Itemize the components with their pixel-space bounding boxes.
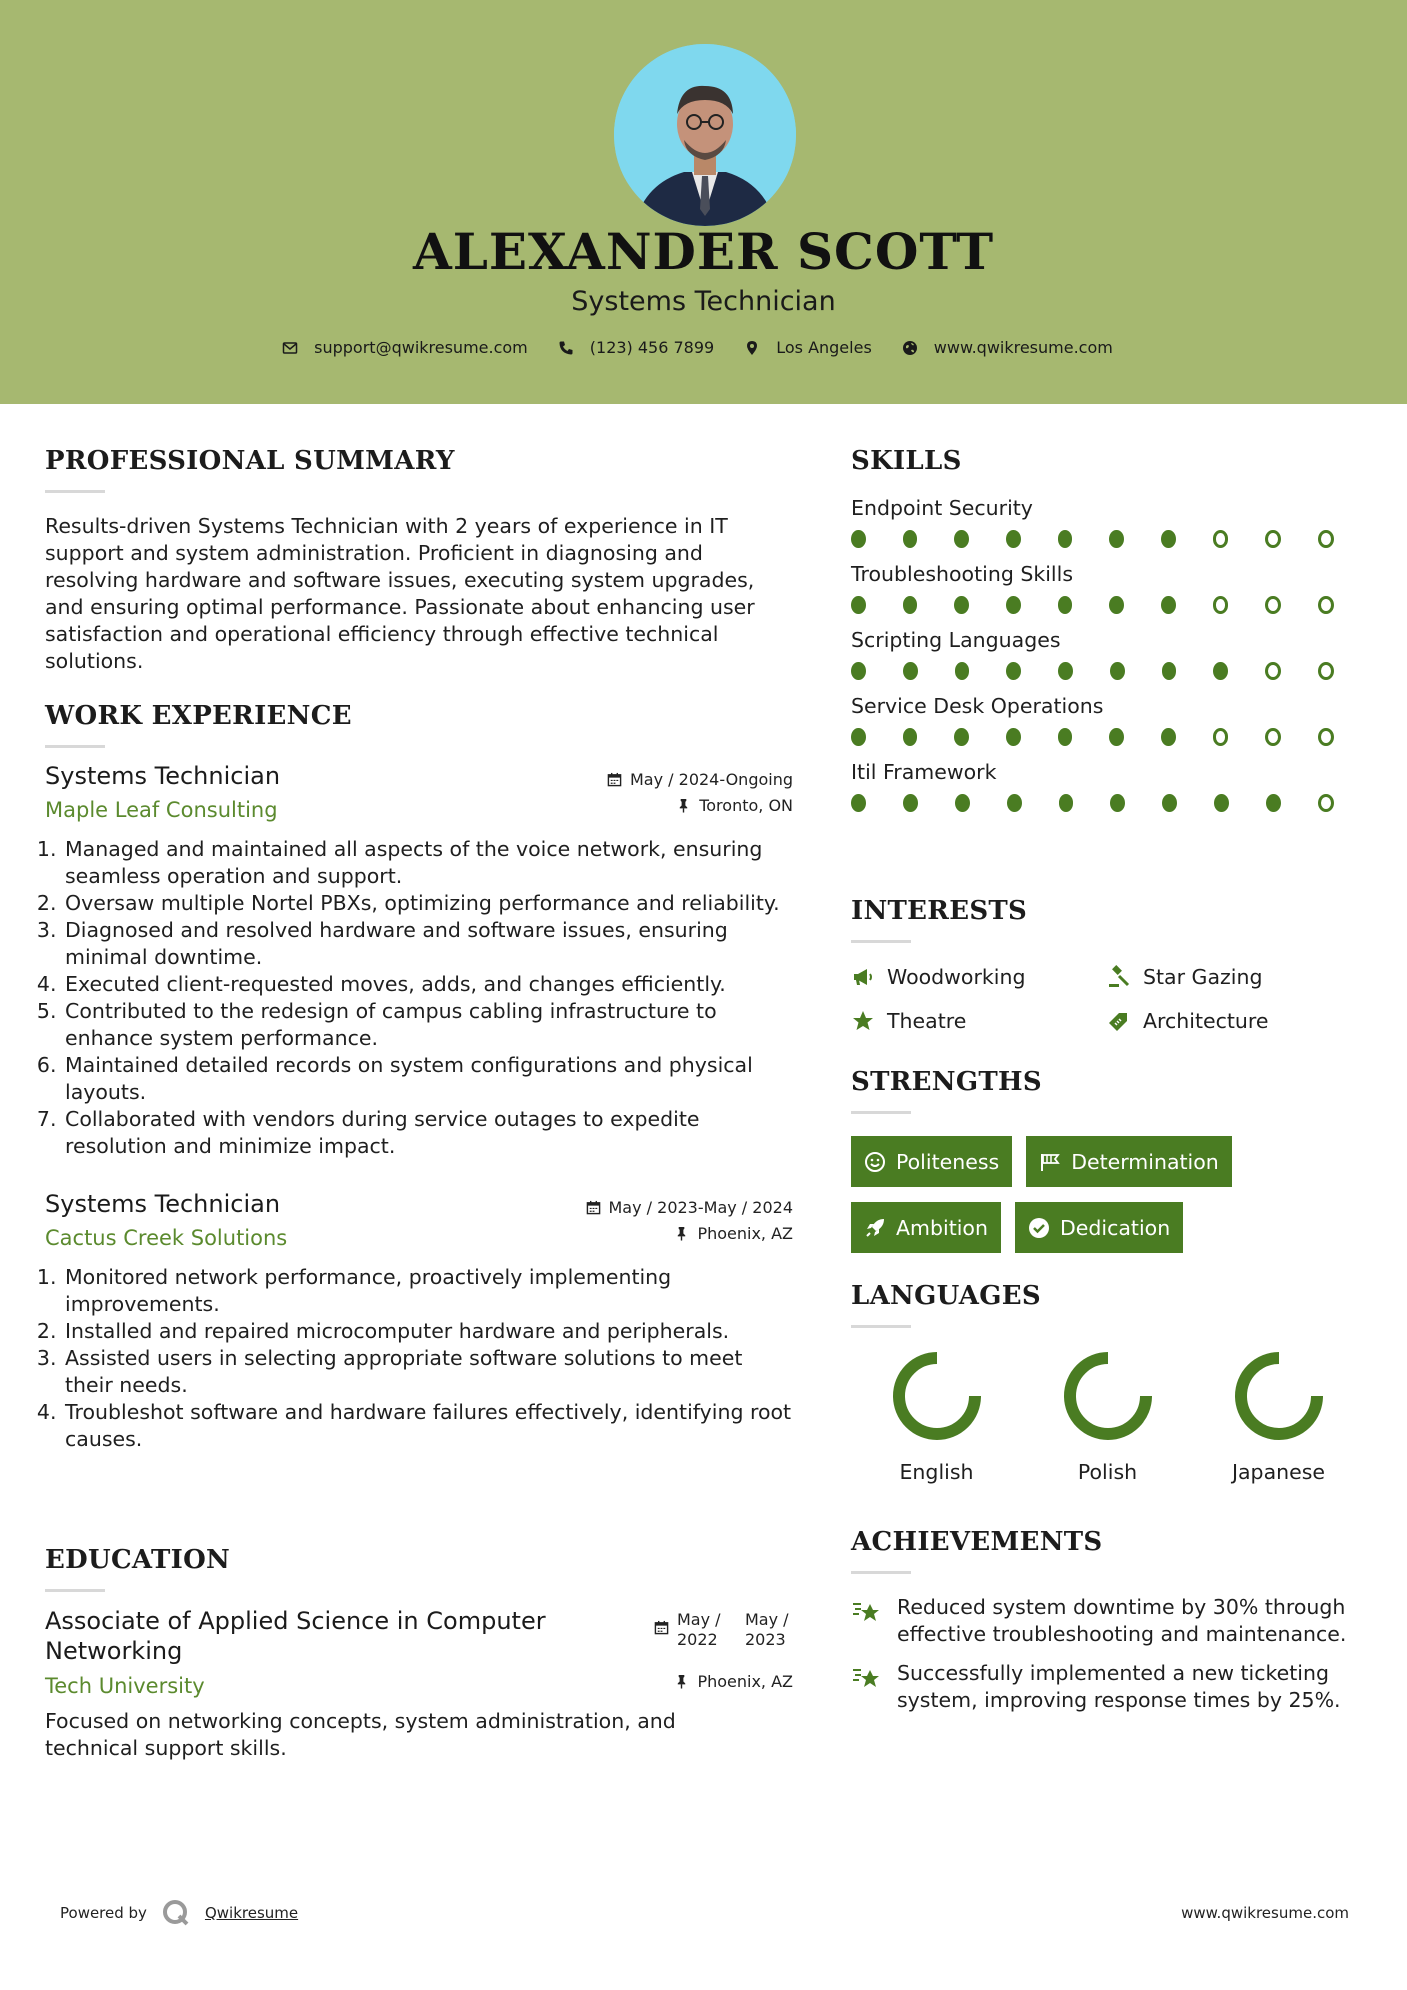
list-item: 3. Diagnosed and resolved hardware and software issues, ensuring minimal downtime.	[63, 917, 793, 971]
rating-dot-filled	[903, 662, 918, 680]
phone-text: (123) 456 7899	[589, 338, 715, 357]
list-item: 1. Managed and maintained all aspects of the voice network, ensuring seamless operation and support.	[63, 836, 793, 890]
skill-item	[851, 694, 1371, 746]
interest-item	[851, 1009, 1107, 1033]
interest-label: Architecture	[1143, 1009, 1269, 1033]
job-company: Cactus Creek Solutions	[45, 1226, 288, 1250]
strength-badge	[1015, 1202, 1183, 1253]
skills-heading: SKILLS	[851, 446, 962, 476]
list-item: 2. Oversaw multiple Nortel PBXs, optimizing performance and reliability.	[63, 890, 793, 917]
list-item: 5. Contributed to the redesign of campus cabling infrastructure to enhance system performance.	[63, 998, 793, 1052]
achievement-text: Successfully implemented a new ticketing system, improving response times by 25%.	[897, 1661, 1341, 1712]
education-dates	[654, 1610, 793, 1650]
job-dates-text: May / 2024-Ongoing	[630, 770, 793, 789]
rating-dot-filled	[1058, 728, 1073, 746]
flag-icon	[1039, 1151, 1061, 1173]
skill-name: Service Desk Operations	[851, 694, 1104, 718]
job-company: Maple Leaf Consulting	[45, 798, 278, 822]
interest-label: Star Gazing	[1143, 965, 1263, 989]
skill-item	[851, 760, 1371, 812]
job-dates-text: May / 2023-May / 2024	[608, 1198, 793, 1217]
star-icon	[851, 1009, 875, 1033]
phone-icon	[558, 340, 574, 356]
summary-text: Results-driven Systems Technician with 2 years of experience in IT support and system administration. Proficient in diagnosing and resolving hardware and software issues, executing system upgrades, and ensuring optimal performance. Passionate about enhancing user satisfaction and operational efficiency through effective technical solutions.	[45, 514, 755, 673]
rating-dot-filled	[1007, 794, 1022, 812]
achievements-heading: ACHIEVEMENTS	[851, 1527, 1103, 1557]
rating-dot-filled	[903, 596, 918, 614]
skill-name: Itil Framework	[851, 760, 997, 784]
job-bullets	[45, 836, 793, 1160]
edu-start-month: May /	[677, 1610, 721, 1629]
language-gauge	[887, 1346, 987, 1446]
rating-dot-empty	[1318, 662, 1334, 680]
job-location	[676, 796, 793, 815]
language-gauge	[1229, 1346, 1329, 1446]
pushpin-icon	[674, 1226, 689, 1241]
rating-dot-empty	[1318, 596, 1334, 614]
skill-name: Troubleshooting Skills	[851, 562, 1074, 586]
education-description: Focused on networking concepts, system administration, and technical support skills.	[45, 1709, 676, 1760]
rating-dot-filled	[1006, 662, 1021, 680]
education-heading: EDUCATION	[45, 1545, 231, 1575]
tag-icon	[1107, 1009, 1131, 1033]
rating-dot-empty	[1265, 662, 1281, 680]
rating-dot-filled	[1109, 596, 1124, 614]
resume-header	[0, 0, 1407, 404]
rating-dot-filled	[1006, 596, 1021, 614]
footer-powered-by	[60, 1898, 298, 1928]
rating-dot-filled	[851, 530, 866, 548]
summary-heading: PROFESSIONAL SUMMARY	[45, 446, 455, 476]
candidate-title: Systems Technician	[571, 286, 836, 317]
skill-rating	[851, 596, 1371, 614]
rating-dot-empty	[1213, 728, 1229, 746]
strengths-section	[851, 1067, 1371, 1253]
website-text: www.qwikresume.com	[933, 338, 1113, 357]
strength-label: Determination	[1071, 1149, 1219, 1174]
language-name: Japanese	[1231, 1460, 1326, 1484]
education-location-text: Phoenix, AZ	[697, 1672, 793, 1691]
skill-rating	[851, 794, 1371, 812]
globe-icon	[902, 340, 918, 356]
contact-email[interactable]	[282, 338, 528, 357]
strengths-divider	[851, 1111, 911, 1114]
profile-photo	[614, 44, 796, 226]
list-item: 1. Monitored network performance, proactively implementing improvements.	[63, 1264, 793, 1318]
strength-label: Dedication	[1059, 1215, 1171, 1240]
interest-label: Theatre	[887, 1009, 967, 1033]
location-text: Los Angeles	[776, 338, 872, 357]
contact-bar	[0, 338, 1407, 357]
edu-end-year: 2023	[745, 1630, 786, 1649]
education-section	[45, 1545, 793, 1762]
skill-rating	[851, 530, 1371, 548]
list-item: 4. Executed client-requested moves, adds, and changes efficiently.	[63, 971, 793, 998]
map-pin-icon	[744, 340, 760, 356]
languages-section	[851, 1281, 1371, 1484]
skill-item	[851, 562, 1371, 614]
rating-dot-filled	[1109, 530, 1124, 548]
job-location-text: Phoenix, AZ	[697, 1224, 793, 1243]
rating-dot-filled	[1161, 728, 1176, 746]
rating-dot-filled	[903, 530, 918, 548]
skill-rating	[851, 728, 1371, 746]
rating-dot-filled	[1213, 662, 1228, 680]
rating-dot-filled	[954, 530, 969, 548]
rating-dot-filled	[1006, 728, 1021, 746]
list-item: 2. Installed and repaired microcomputer hardware and peripherals.	[63, 1318, 793, 1345]
rating-dot-filled	[955, 662, 970, 680]
interests-section	[851, 896, 1371, 1033]
rating-dot-empty	[1265, 728, 1281, 746]
rating-dot-empty	[1265, 530, 1281, 548]
calendar-icon	[607, 772, 622, 787]
candidate-name: ALEXANDER SCOTT	[412, 222, 995, 281]
contact-location	[744, 338, 872, 357]
interest-item	[851, 965, 1107, 989]
shooting-star-icon	[851, 1596, 883, 1628]
rating-dot-filled	[1110, 662, 1125, 680]
job-dates	[586, 1198, 794, 1217]
experience-heading: WORK EXPERIENCE	[45, 701, 352, 731]
rating-dot-empty	[1318, 794, 1334, 812]
powered-by-label: Powered by	[60, 1904, 147, 1922]
calendar-icon	[654, 1620, 669, 1635]
rating-dot-filled	[1110, 794, 1125, 812]
gavel-icon	[1107, 965, 1131, 989]
megaphone-icon	[851, 965, 875, 989]
rating-dot-filled	[1214, 794, 1229, 812]
skills-section	[851, 446, 1371, 812]
rating-dot-empty	[1213, 596, 1229, 614]
interests-divider	[851, 940, 911, 943]
summary-section	[45, 446, 793, 675]
edu-end-month: May /	[745, 1610, 789, 1629]
qwikresume-logo-icon	[161, 1898, 191, 1928]
pushpin-icon	[676, 798, 691, 813]
job-location-text: Toronto, ON	[699, 796, 793, 815]
skill-item	[851, 628, 1371, 680]
rating-dot-filled	[851, 662, 866, 680]
footer-website[interactable]: www.qwikresume.com	[1181, 1904, 1349, 1922]
contact-website[interactable]	[902, 338, 1113, 357]
achievements-divider	[851, 1571, 911, 1574]
rating-dot-filled	[954, 596, 969, 614]
job-entry	[45, 762, 793, 1160]
pushpin-icon	[674, 1674, 689, 1689]
rating-dot-filled	[1006, 530, 1021, 548]
skill-name: Endpoint Security	[851, 496, 1033, 520]
school-name: Tech University	[45, 1674, 205, 1698]
language-name: Polish	[1077, 1460, 1138, 1484]
list-item: 6. Maintained detailed records on system configurations and physical layouts.	[63, 1052, 793, 1106]
language-name: English	[899, 1460, 974, 1484]
experience-section	[45, 701, 793, 1453]
list-item: 4. Troubleshot software and hardware failures effectively, identifying root causes.	[63, 1399, 793, 1453]
list-item: 7. Collaborated with vendors during service outages to expedite resolution and minimize impact.	[63, 1106, 793, 1160]
rating-dot-empty	[1265, 596, 1281, 614]
language-item	[1022, 1346, 1193, 1484]
interests-heading: INTERESTS	[851, 896, 1028, 926]
rating-dot-empty	[1318, 728, 1334, 746]
job-bullets	[45, 1264, 793, 1453]
list-item: 3. Assisted users in selecting appropriate software solutions to meet their needs.	[63, 1345, 793, 1399]
achievements-section	[851, 1527, 1371, 1714]
job-role: Systems Technician	[45, 762, 281, 790]
achievement-item	[851, 1660, 1371, 1714]
rating-dot-filled	[1058, 662, 1073, 680]
rating-dot-filled	[1161, 596, 1176, 614]
strength-label: Politeness	[896, 1149, 1000, 1174]
summary-divider	[45, 490, 105, 493]
interest-item	[1107, 965, 1363, 989]
shooting-star-icon	[851, 1662, 883, 1694]
rating-dot-empty	[1213, 530, 1229, 548]
rating-dot-filled	[1161, 530, 1176, 548]
rating-dot-filled	[1266, 794, 1281, 812]
skill-name: Scripting Languages	[851, 628, 1061, 652]
achievement-text: Reduced system downtime by 30% through effective troubleshooting and maintenance.	[897, 1595, 1347, 1646]
rating-dot-filled	[851, 728, 866, 746]
language-gauge	[1058, 1346, 1158, 1446]
job-location	[674, 1224, 793, 1243]
rating-dot-filled	[1058, 530, 1073, 548]
education-divider	[45, 1589, 105, 1592]
email-text: support@qwikresume.com	[314, 338, 528, 357]
rating-dot-filled	[1162, 662, 1177, 680]
brand-link[interactable]: Qwikresume	[204, 1904, 299, 1922]
edu-start-year: 2022	[677, 1630, 718, 1649]
strength-badge	[1026, 1136, 1232, 1187]
skill-item	[851, 496, 1371, 548]
rating-dot-empty	[1318, 530, 1334, 548]
envelope-icon	[282, 340, 298, 356]
language-item	[1193, 1346, 1364, 1484]
skill-rating	[851, 662, 1371, 680]
education-location	[674, 1672, 793, 1691]
job-role: Systems Technician	[45, 1190, 281, 1218]
contact-phone[interactable]	[558, 338, 714, 357]
achievement-item	[851, 1594, 1371, 1648]
rating-dot-filled	[1059, 794, 1074, 812]
job-dates	[607, 770, 793, 789]
rating-dot-filled	[1058, 596, 1073, 614]
check-circle-icon	[1028, 1217, 1050, 1239]
language-item	[851, 1346, 1022, 1484]
interest-item	[1107, 1009, 1363, 1033]
strengths-heading: STRENGTHS	[851, 1067, 1042, 1097]
smile-icon	[864, 1151, 886, 1173]
strength-label: Ambition	[896, 1215, 988, 1240]
rating-dot-filled	[954, 728, 969, 746]
calendar-icon	[586, 1200, 601, 1215]
rating-dot-filled	[1109, 728, 1124, 746]
strength-badge	[851, 1202, 1001, 1253]
job-entry	[45, 1190, 793, 1453]
rocket-icon	[864, 1217, 886, 1239]
languages-heading: LANGUAGES	[851, 1281, 1041, 1311]
degree-title: Associate of Applied Science in Computer Networking	[45, 1607, 546, 1665]
rating-dot-filled	[851, 596, 866, 614]
strength-badge	[851, 1136, 1012, 1187]
interest-label: Woodworking	[887, 965, 1026, 989]
experience-divider	[45, 745, 105, 748]
rating-dot-filled	[1162, 794, 1177, 812]
rating-dot-filled	[903, 728, 918, 746]
rating-dot-filled	[903, 794, 918, 812]
rating-dot-filled	[955, 794, 970, 812]
rating-dot-filled	[851, 794, 866, 812]
languages-divider	[851, 1325, 911, 1328]
